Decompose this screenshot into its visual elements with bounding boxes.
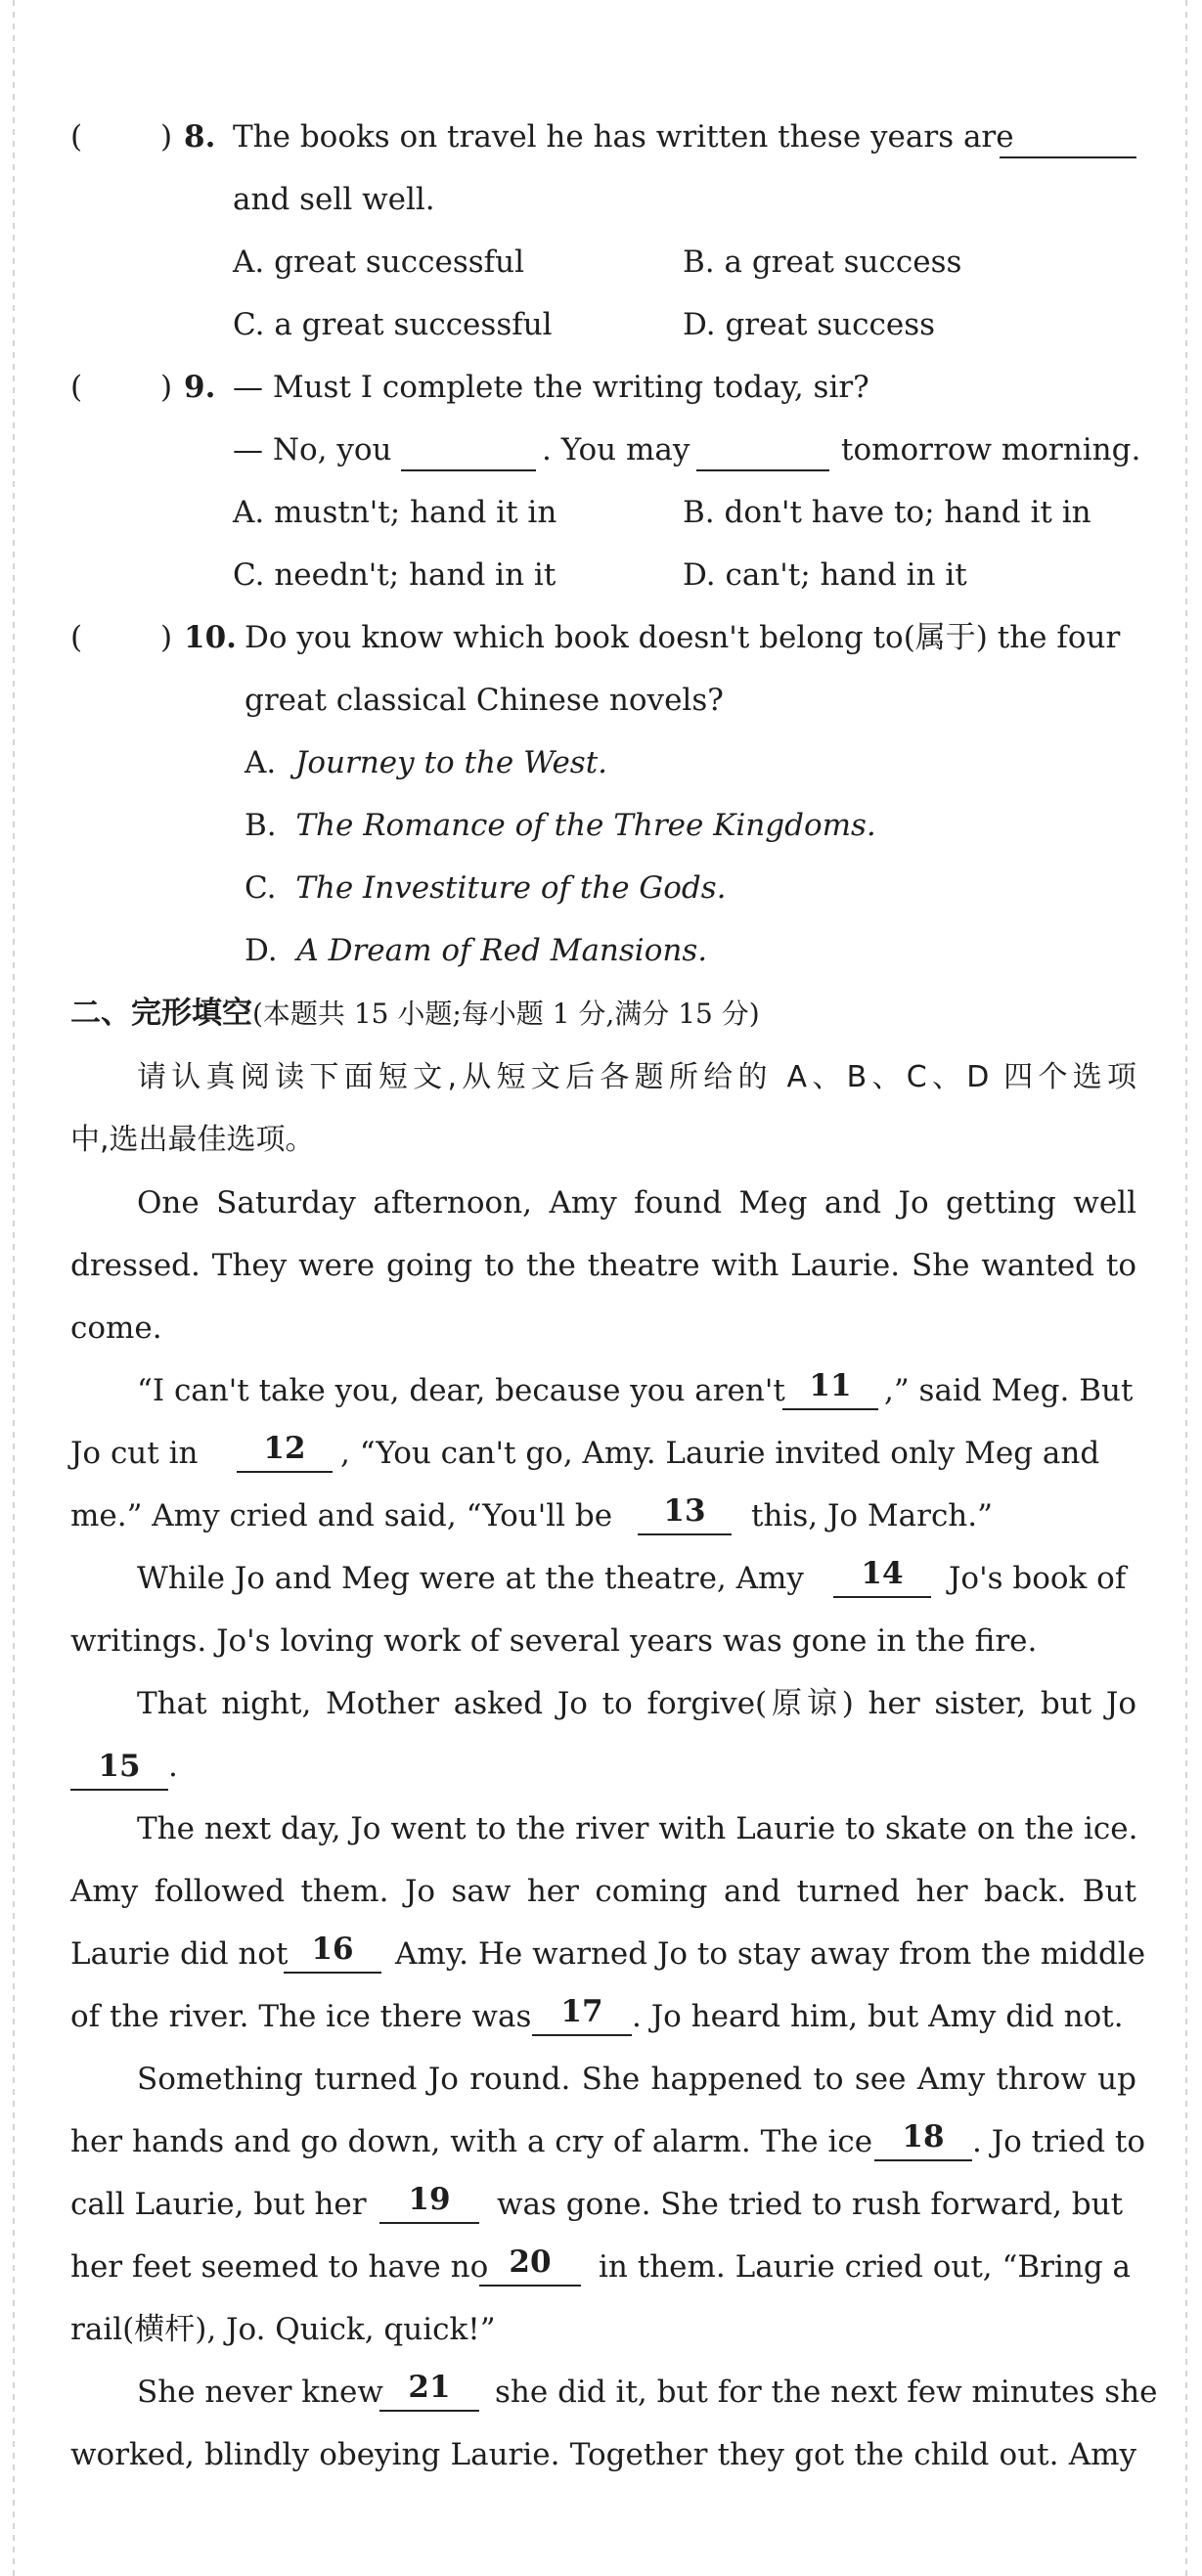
answer-paren: ( xyxy=(70,370,83,405)
passage-line: rail(横杆), Jo. Quick, quick!” xyxy=(70,2312,496,2347)
passage-line: her feet seemed to have no 20 in them. Laurie cried out, “Bring a xyxy=(70,2236,1136,2298)
option-c: C. The Investiture of the Gods. xyxy=(245,870,727,906)
passage-line: dressed. They were going to the theatre with Laurie. She wanted to xyxy=(70,1248,1136,1283)
option-a: A. great successful xyxy=(233,244,525,280)
blank-20: 20 xyxy=(479,2236,581,2287)
option-b: B. don't have to; hand it in xyxy=(683,495,1091,530)
book-title: The Romance of the Three Kingdoms. xyxy=(295,808,876,843)
section-instruction-2: 中,选出最佳选项。 xyxy=(70,1123,315,1157)
passage-line: One Saturday afternoon, Amy found Meg and Jo getting well xyxy=(137,1185,1136,1221)
blank-13: 13 xyxy=(638,1485,732,1535)
passage-line: 15 . xyxy=(70,1735,178,1798)
passage-line: The next day, Jo went to the river with Laurie to skate on the ice. xyxy=(137,1811,1138,1846)
blank-14: 14 xyxy=(833,1547,931,1598)
answer-blank xyxy=(1000,117,1136,158)
question-number: 10. xyxy=(184,620,237,655)
option-d: D. can't; hand in it xyxy=(683,557,967,593)
blank-17: 17 xyxy=(532,1985,632,2036)
question-number: 9. xyxy=(184,370,216,405)
blank-12: 12 xyxy=(237,1422,333,1473)
question-8-line-2: and sell well. xyxy=(233,182,435,217)
blank-11: 11 xyxy=(782,1359,878,1410)
option-a: A. mustn't; hand it in xyxy=(233,495,557,530)
blank-15: 15 xyxy=(70,1740,168,1791)
passage-line: come. xyxy=(70,1310,162,1346)
option-a: A. Journey to the West. xyxy=(245,745,608,780)
answer-paren: ( xyxy=(70,119,83,155)
question-8-line-1: ( ) 8. The books on travel he has written these years are xyxy=(70,106,1136,168)
question-stem: — Must I complete the writing today, sir? xyxy=(233,370,869,405)
option-b: B. The Romance of the Three Kingdoms. xyxy=(245,808,876,843)
option-c: C. a great successful xyxy=(233,307,553,342)
left-margin-line xyxy=(13,0,15,2576)
passage-line: She never knew 21 she did it, but for the next few minutes she xyxy=(137,2361,1136,2423)
question-10-line-1: ( ) 10. Do you know which book doesn't belong to(属于) the four xyxy=(70,606,1136,669)
passage-line: Something turned Jo round. She happened to see Amy throw up xyxy=(137,2062,1136,2097)
question-9-line-1: ( ) 9. — Must I complete the writing today, sir? xyxy=(70,356,1136,419)
book-title: A Dream of Red Mansions. xyxy=(296,933,708,968)
blank-16: 16 xyxy=(284,1923,381,1974)
answer-blank xyxy=(696,430,829,471)
passage-line: writings. Jo's loving work of several years was gone in the fire. xyxy=(70,1623,1038,1659)
right-margin-line xyxy=(1185,0,1187,2576)
passage-line: worked, blindly obeying Laurie. Together they got the child out. Amy xyxy=(70,2437,1136,2472)
passage-line: Amy followed them. Jo saw her coming and turned her back. But xyxy=(70,1874,1136,1909)
passage-line: me.” Amy cried and said, “You'll be 13 this, Jo March.” xyxy=(70,1485,1136,1547)
passage-line: call Laurie, but her 19 was gone. She tried to rush forward, but xyxy=(70,2173,1136,2236)
blank-18: 18 xyxy=(874,2110,972,2161)
question-number: 8. xyxy=(184,119,216,155)
blank-21: 21 xyxy=(379,2361,479,2412)
section-title: 二、完形填空(本题共 15 小题;每小题 1 分,满分 15 分) xyxy=(70,996,760,1031)
blank-19: 19 xyxy=(379,2173,479,2224)
question-9-line-2: — No, you . You may tomorrow morning. xyxy=(233,419,1133,481)
option-c: C. needn't; hand in it xyxy=(233,557,556,593)
option-b: B. a great success xyxy=(683,244,962,280)
passage-line: of the river. The ice there was 17 . Jo heard him, but Amy did not. xyxy=(70,1985,1136,2048)
book-title: The Investiture of the Gods. xyxy=(295,870,727,906)
passage-line: Laurie did not 16 Amy. He warned Jo to stay away from the middle xyxy=(70,1923,1136,1985)
question-stem: The books on travel he has written these years are xyxy=(233,119,1014,155)
option-d: D. great success xyxy=(683,307,936,342)
passage-line: “I can't take you, dear, because you aren't 11 ,” said Meg. But xyxy=(137,1359,1136,1422)
section-instruction: 请认真阅读下面短文,从短文后各题所给的 A、B、C、D 四个选项 xyxy=(137,1060,1136,1094)
section-note: (本题共 15 小题;每小题 1 分,满分 15 分) xyxy=(252,998,760,1030)
passage-line: While Jo and Meg were at the theatre, Amy 14 Jo's book of xyxy=(137,1547,1136,1610)
question-stem: Do you know which book doesn't belong to(属于) the four xyxy=(245,620,1121,655)
book-title: Journey to the West. xyxy=(294,745,608,780)
option-d: D. A Dream of Red Mansions. xyxy=(245,933,708,968)
passage-line: Jo cut in 12 , “You can't go, Amy. Laurie invited only Meg and xyxy=(70,1422,1136,1485)
answer-paren: ( xyxy=(70,620,83,655)
passage-line: That night, Mother asked Jo to forgive(原谅) her sister, but Jo xyxy=(137,1686,1136,1721)
answer-blank xyxy=(401,430,536,471)
question-10-line-2: great classical Chinese novels? xyxy=(245,683,724,718)
passage-line: her hands and go down, with a cry of alarm. The ice 18 . Jo tried to xyxy=(70,2110,1136,2173)
